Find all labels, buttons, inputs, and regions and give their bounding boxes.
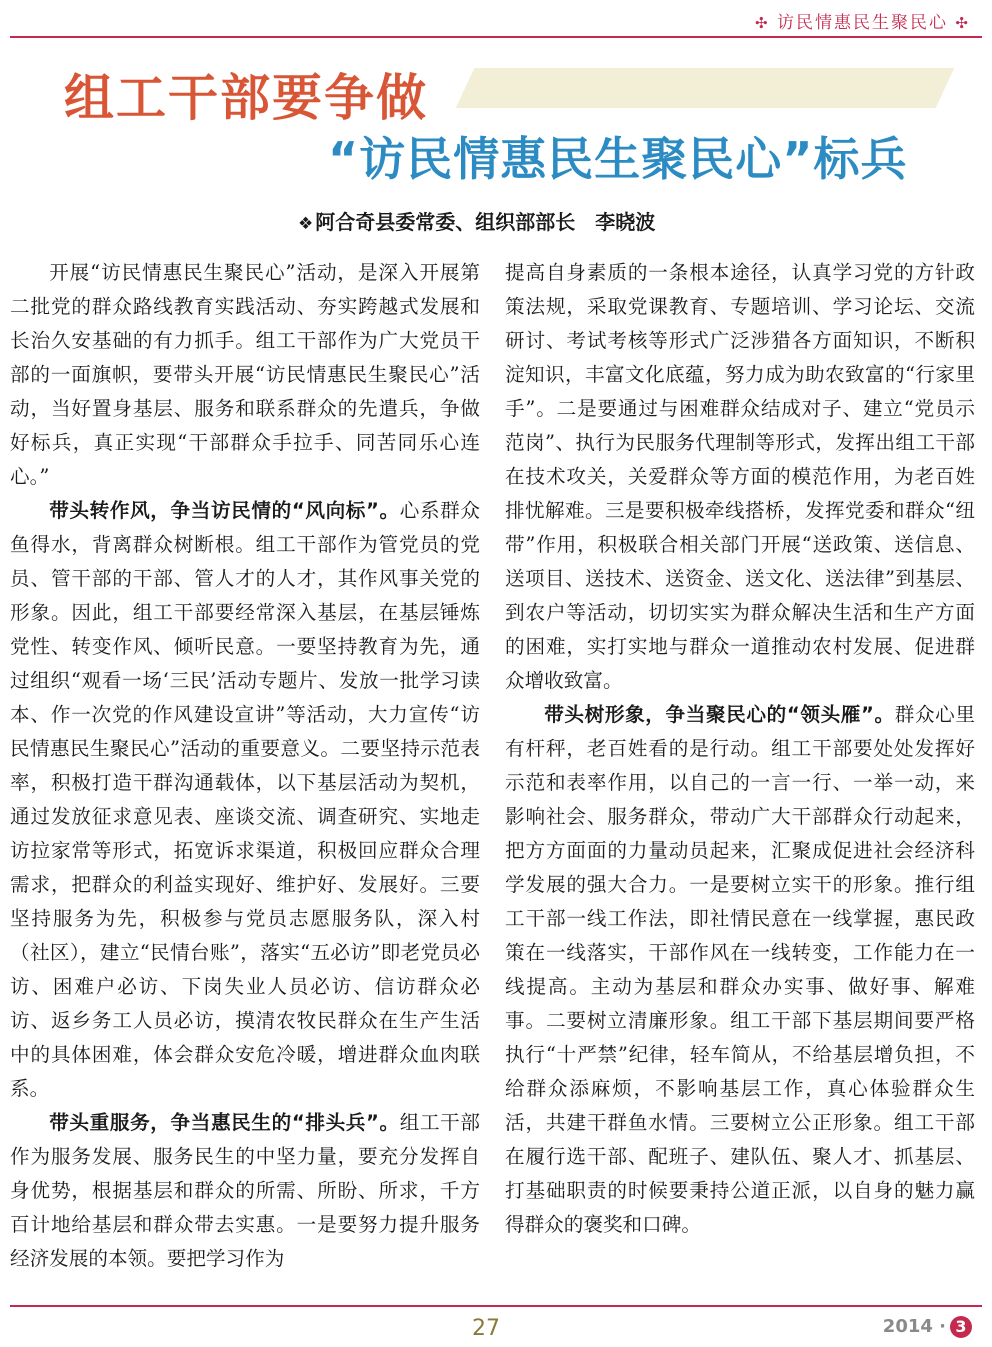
paragraph-body: 心系群众鱼得水，背离群众树断根。组工干部作为管党员的党员、管干部的干部、管人才的人才，其作风事关党的形象。因此，组工干部要经常深入基层，在基层锤炼党性、转变作风、倾听民意。一要坚持教育为先，通过组织“观看一场‘三民’活动专题片、发放一批学习读本、作一次党的作风建设宣讲”等活动，大力宣传“访民情惠民生聚民心”活动的重要意义。二要坚持示范表率，积极打造干群沟通载体，以下基层活动为契机，通过发放征求意见表、座谈交流、调查研究、实地走访拉家常等形式，拓宽诉求渠道，积极回应群众合理需求，把群众的利益实现好、维护好、发展好。三要坚持服务为先，积极参与党员志愿服务队，深入村（社区），建立“民情台账”，落实“五必访”即老党员必访、困难户必访、下岗失业人员必访、信访群众必访、返乡务工人员必访，摸清农牧民群众在生产生活中的具体困难，体会群众安危冷暖，增进群众血肉联系。	[10, 499, 480, 1100]
paragraph	[10, 494, 480, 1106]
section-heading: 带头转作风，争当访民情的“风向标”。	[49, 499, 400, 522]
ornament-icon: ✣	[955, 14, 970, 32]
paragraph	[10, 1106, 480, 1276]
author-byline	[298, 206, 655, 235]
diamond-ornament-icon: ❖	[298, 214, 314, 234]
title-line-1: 组工干部要争做	[64, 69, 428, 127]
page-number: 27	[472, 1316, 500, 1341]
paragraph: 开展“访民情惠民生聚民心”活动，是深入开展第二批党的群众路线教育实践活动、夯实跨越式发展和长治久安基础的有力抓手。组工干部作为广大党员干部的一面旗帜，要带头开展“访民情惠民生聚民心”活动，当好置身基层、服务和联系群众的先遣兵，争做好标兵，真正实现“干部群众手拉手、同苦同乐心连心。”	[10, 261, 480, 488]
right-column	[505, 256, 975, 1242]
title-background-band	[456, 68, 955, 108]
issue-label	[883, 1316, 972, 1338]
left-column	[10, 256, 480, 1276]
section-tag-label: 访民情惠民生聚民心	[777, 13, 949, 33]
title-line-2: “访民情惠民生聚民心”标兵	[328, 132, 908, 186]
author-text: 阿合奇县委常委、组织部部长 李晓波	[315, 210, 656, 234]
issue-year: 2014 ·	[882, 1316, 946, 1337]
paragraph	[505, 698, 975, 1242]
paragraph-body: 组工干部作为服务发展、服务民生的中坚力量，要充分发挥自身优势，根据基层和群众的所需、所盼、所求，千方百计地给基层和群众带去实惠。一是要努力提升服务经济发展的本领。要把学习作为	[10, 1111, 480, 1270]
header-rule	[10, 36, 982, 38]
ornament-icon: ✣	[755, 14, 770, 32]
issue-number-badge: 3	[950, 1316, 972, 1338]
paragraph-body: 群众心里有杆秤，老百姓看的是行动。组工干部要处处发挥好示范和表率作用，以自己的一言一行、一举一动，来影响社会、服务群众，带动广大干部群众行动起来，把方方面面的力量动员起来，汇聚成促进社会经济科学发展的强大合力。一是要树立实干的形象。推行组工干部一线工作法，即社情民意在一线掌握，惠民政策在一线落实，干部作风在一线转变，工作能力在一线提高。主动为基层和群众办实事、做好事、解难事。二要树立清廉形象。组工干部下基层期间要严格执行“十严禁”纪律，轻车简从，不给基层增负担，不给群众添麻烦，不影响基层工作，真心体验群众生活，共建干群鱼水情。三要树立公正形象。组工干部在履行选干部、配班子、建队伍、聚人才、抓基层、打基础职责的时候要秉持公道正派，以自身的魅力赢得群众的褒奖和口碑。	[505, 703, 975, 1236]
footer-rule	[10, 1305, 982, 1307]
section-tag	[755, 8, 970, 33]
section-heading: 带头树形象，争当聚民心的“领头雁”。	[544, 703, 895, 726]
paragraph: 提高自身素质的一条根本途径，认真学习党的方针政策法规，采取党课教育、专题培训、学习论坛、交流研讨、考试考核等形式广泛涉猎各方面知识，不断积淀知识，丰富文化底蕴，努力成为助农致富的“行家里手”。二是要通过与困难群众结成对子、建立“党员示范岗”、执行为民服务代理制等形式，发挥出组工干部在技术攻关，关爱群众等方面的模范作用，为老百姓排忧解难。三是要积极牵线搭桥，发挥党委和群众“纽带”作用，积极联合相关部门开展“送政策、送信息、送项目、送技术、送资金、送文化、送法律”到基层、到农户等活动，切切实实为群众解决生活和生产方面的困难，实打实地与群众一道推动农村发展、促进群众增收致富。	[505, 261, 975, 692]
section-heading: 带头重服务，争当惠民生的“排头兵”。	[49, 1111, 400, 1134]
